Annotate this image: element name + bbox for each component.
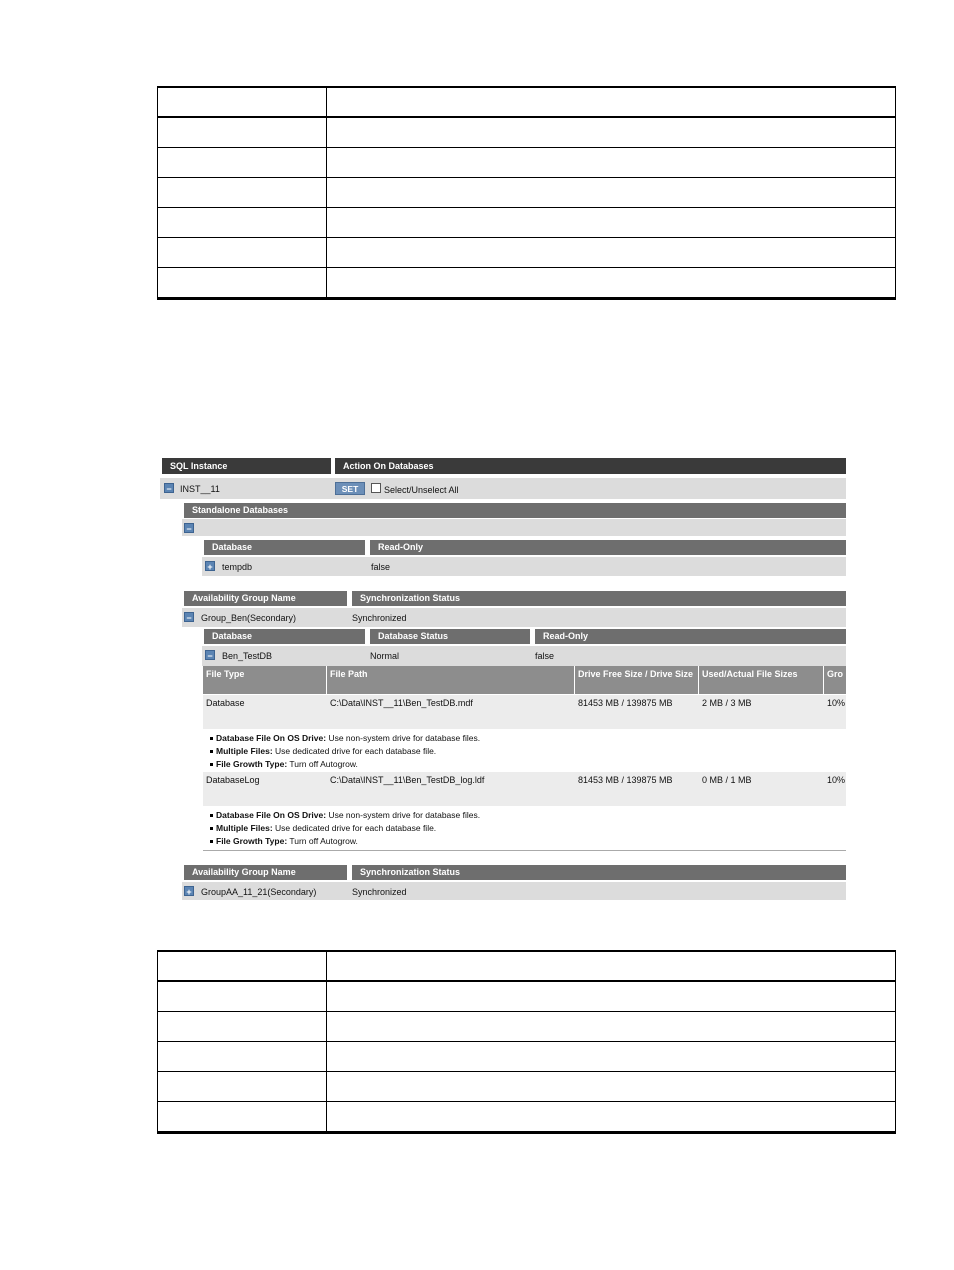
minus-icon[interactable]: − bbox=[164, 483, 174, 493]
file-used-size: 2 MB / 3 MB bbox=[702, 698, 752, 708]
ag-db-name: Ben_TestDB bbox=[222, 651, 273, 661]
ag2-col-sync: Synchronization Status bbox=[352, 865, 846, 880]
plus-icon[interactable]: + bbox=[184, 886, 194, 896]
file-path: C:\Data\INST__11\Ben_TestDB_log.ldf bbox=[330, 775, 485, 785]
instance-row bbox=[160, 478, 846, 499]
file-col-drive: Drive Free Size / Drive Size bbox=[575, 666, 698, 694]
standalone-db-row bbox=[202, 557, 846, 576]
select-all-checkbox[interactable] bbox=[371, 483, 381, 493]
ag-sync: Synchronized bbox=[352, 613, 407, 623]
select-all-label: Select/Unselect All bbox=[384, 485, 459, 495]
ag-db-col-database: Database bbox=[204, 629, 365, 644]
standalone-col-readonly: Read-Only bbox=[370, 540, 846, 555]
file-growth: 10% bbox=[827, 698, 846, 708]
file-col-used: Used/Actual File Sizes bbox=[699, 666, 823, 694]
file-drive-size: 81453 MB / 139875 MB bbox=[578, 775, 673, 785]
standalone-col-database: Database bbox=[204, 540, 365, 555]
ag-col-name: Availability Group Name bbox=[184, 591, 347, 606]
note-item: Multiple Files: Use dedicated drive for each database file. bbox=[210, 822, 436, 835]
file-col-growth: Gro bbox=[824, 666, 846, 694]
standalone-header: Standalone Databases bbox=[184, 503, 846, 518]
file-growth: 10% bbox=[827, 775, 846, 785]
minus-icon[interactable]: − bbox=[205, 650, 215, 660]
minus-icon[interactable]: − bbox=[184, 612, 194, 622]
ag-name: Group_Ben(Secondary) bbox=[201, 613, 297, 623]
note-item: Database File On OS Drive: Use non-system drive for database files. bbox=[210, 809, 480, 822]
ag-db-row bbox=[202, 646, 846, 666]
file-type: Database bbox=[206, 698, 245, 708]
file-drive-size: 81453 MB / 139875 MB bbox=[578, 698, 673, 708]
file-col-type: File Type bbox=[203, 666, 326, 694]
ag2-col-name: Availability Group Name bbox=[184, 865, 347, 880]
note-item: File Growth Type: Turn off Autogrow. bbox=[210, 835, 358, 848]
minus-icon[interactable]: − bbox=[184, 523, 194, 533]
doc-table-top bbox=[157, 86, 896, 300]
file-col-path: File Path bbox=[327, 666, 574, 694]
db-name: tempdb bbox=[222, 562, 253, 572]
sql-database-panel bbox=[160, 457, 846, 902]
sql-instance-header: SQL Instance bbox=[162, 458, 331, 474]
set-button[interactable]: SET bbox=[335, 482, 365, 495]
doc-table-bottom bbox=[157, 950, 896, 1134]
ag-db-col-readonly: Read-Only bbox=[535, 629, 846, 644]
plus-icon[interactable]: + bbox=[205, 561, 215, 571]
file-used-size: 0 MB / 1 MB bbox=[702, 775, 752, 785]
ag-db-col-status: Database Status bbox=[370, 629, 530, 644]
instance-name: INST__11 bbox=[180, 484, 220, 494]
file-type: DatabaseLog bbox=[206, 775, 260, 785]
action-header: Action On Databases bbox=[335, 458, 846, 474]
db-readonly: false bbox=[371, 562, 391, 572]
ag2-sync: Synchronized bbox=[352, 887, 407, 897]
ag-db-status: Normal bbox=[370, 651, 400, 661]
file-path: C:\Data\INST__11\Ben_TestDB.mdf bbox=[330, 698, 473, 708]
ag2-name: GroupAA_11_21(Secondary) bbox=[201, 887, 317, 897]
ag-db-readonly: false bbox=[535, 651, 555, 661]
note-item: Database File On OS Drive: Use non-system drive for database files. bbox=[210, 732, 480, 745]
ag-col-sync: Synchronization Status bbox=[352, 591, 846, 606]
note-item: Multiple Files: Use dedicated drive for each database file. bbox=[210, 745, 436, 758]
standalone-toggle-row bbox=[182, 519, 846, 536]
note-item: File Growth Type: Turn off Autogrow. bbox=[210, 758, 358, 771]
